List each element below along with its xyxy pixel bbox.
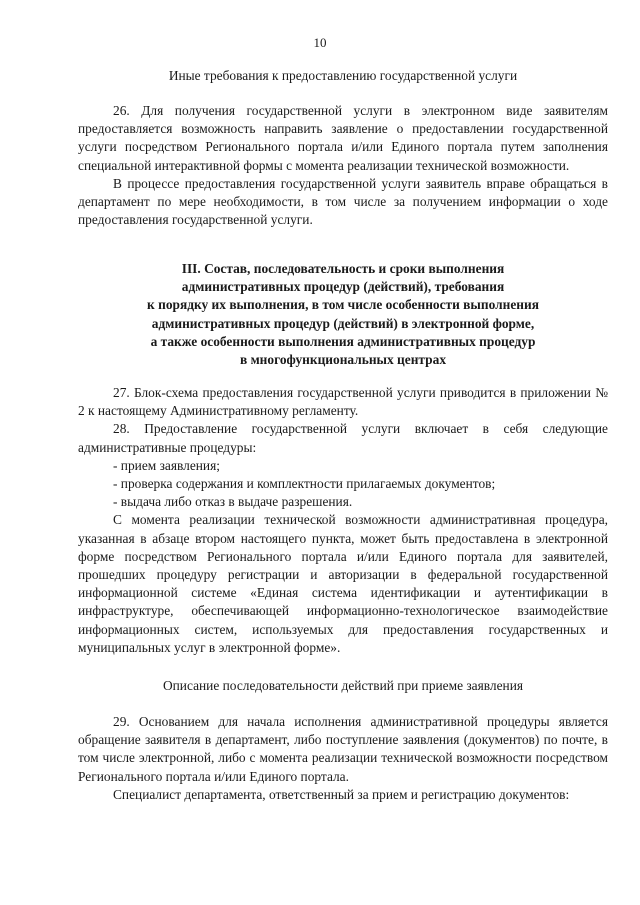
paragraph-28-continued: С момента реализации технической возможности административная процедура, указанная в абзаце втором настоящего пункта, может быть предоставлена в электронной форме посредством Регионального портала и/или Единого портала для заявителей, прошедших процедуру регистрации и авторизации в федеральной государственной информационной системе «Единая система идентификации и аутентификации в инфраструктуре, обеспечивающей информационно-технологическое взаимодействие информационных систем, используемых для предоставления государственных и муниципальных услуг в электронной форме». — [78, 512, 608, 655]
paragraph-26-continued: В процессе предоставления государственной услуги заявитель вправе обращаться в департамент по мере необходимости, в том числе за получением информации о ходе предоставления государственной услуги. — [78, 175, 608, 228]
paragraph-28: 28. Предоставление государственной услуги включает в себя следующие административные процедуры: — [78, 421, 608, 455]
procedure-list-item: - прием заявления; — [113, 457, 220, 473]
paragraph-block-29 — [78, 713, 608, 804]
section-3-heading-line: к порядку их выполнения, в том числе особенности выполнения — [147, 297, 539, 313]
section-3-heading-line: административных процедур (действий) в электронной форме, — [151, 315, 535, 331]
subsection-heading-other-requirements: Иные требования к предоставлению государственной услуги — [168, 68, 518, 83]
paragraph-block-27-28 — [78, 384, 608, 657]
section-3-heading-line: а также особенности выполнения административных процедур — [150, 333, 536, 349]
section-3-heading-line: в многофункциональных центрах — [239, 352, 447, 368]
section-3-heading-line: III. Состав, последовательность и сроки выполнения — [181, 261, 505, 276]
section-3-heading-line: административных процедур (действий), требования — [181, 279, 505, 295]
section-3-heading — [78, 260, 608, 369]
paragraph-26: 26. Для получения государственной услуги в электронном виде заявителям предоставляется возможность направить заявление о предоставлении государственной услуги посредством Регионального портала и/или Единого портала путем заполнения специальной интерактивной формы с момента реализации технической возможности. — [78, 103, 608, 173]
page-number: 10 — [313, 35, 327, 50]
paragraph-29-continued: Специалист департамента, ответственный за прием и регистрацию документов: — [113, 786, 570, 802]
subsection-heading-sequence: Описание последовательности действий при приеме заявления — [162, 678, 524, 693]
paragraph-29: 29. Основанием для начала исполнения административной процедуры является обращение заявителя в департамент, либо поступление заявления (документов) по почте, в том числе электронной, либо с момента реализации технической возможности посредством Регионального портала и/или Единого портала. — [78, 714, 608, 784]
procedure-list-item: - выдача либо отказ в выдаче разрешения. — [113, 494, 353, 510]
paragraph-27: 27. Блок-схема предоставления государственной услуги приводится в приложении № 2 к настоящему Административному регламенту. — [78, 385, 608, 419]
procedure-list-item: - проверка содержания и комплектности прилагаемых документов; — [113, 476, 496, 492]
paragraph-block-26 — [78, 102, 608, 229]
